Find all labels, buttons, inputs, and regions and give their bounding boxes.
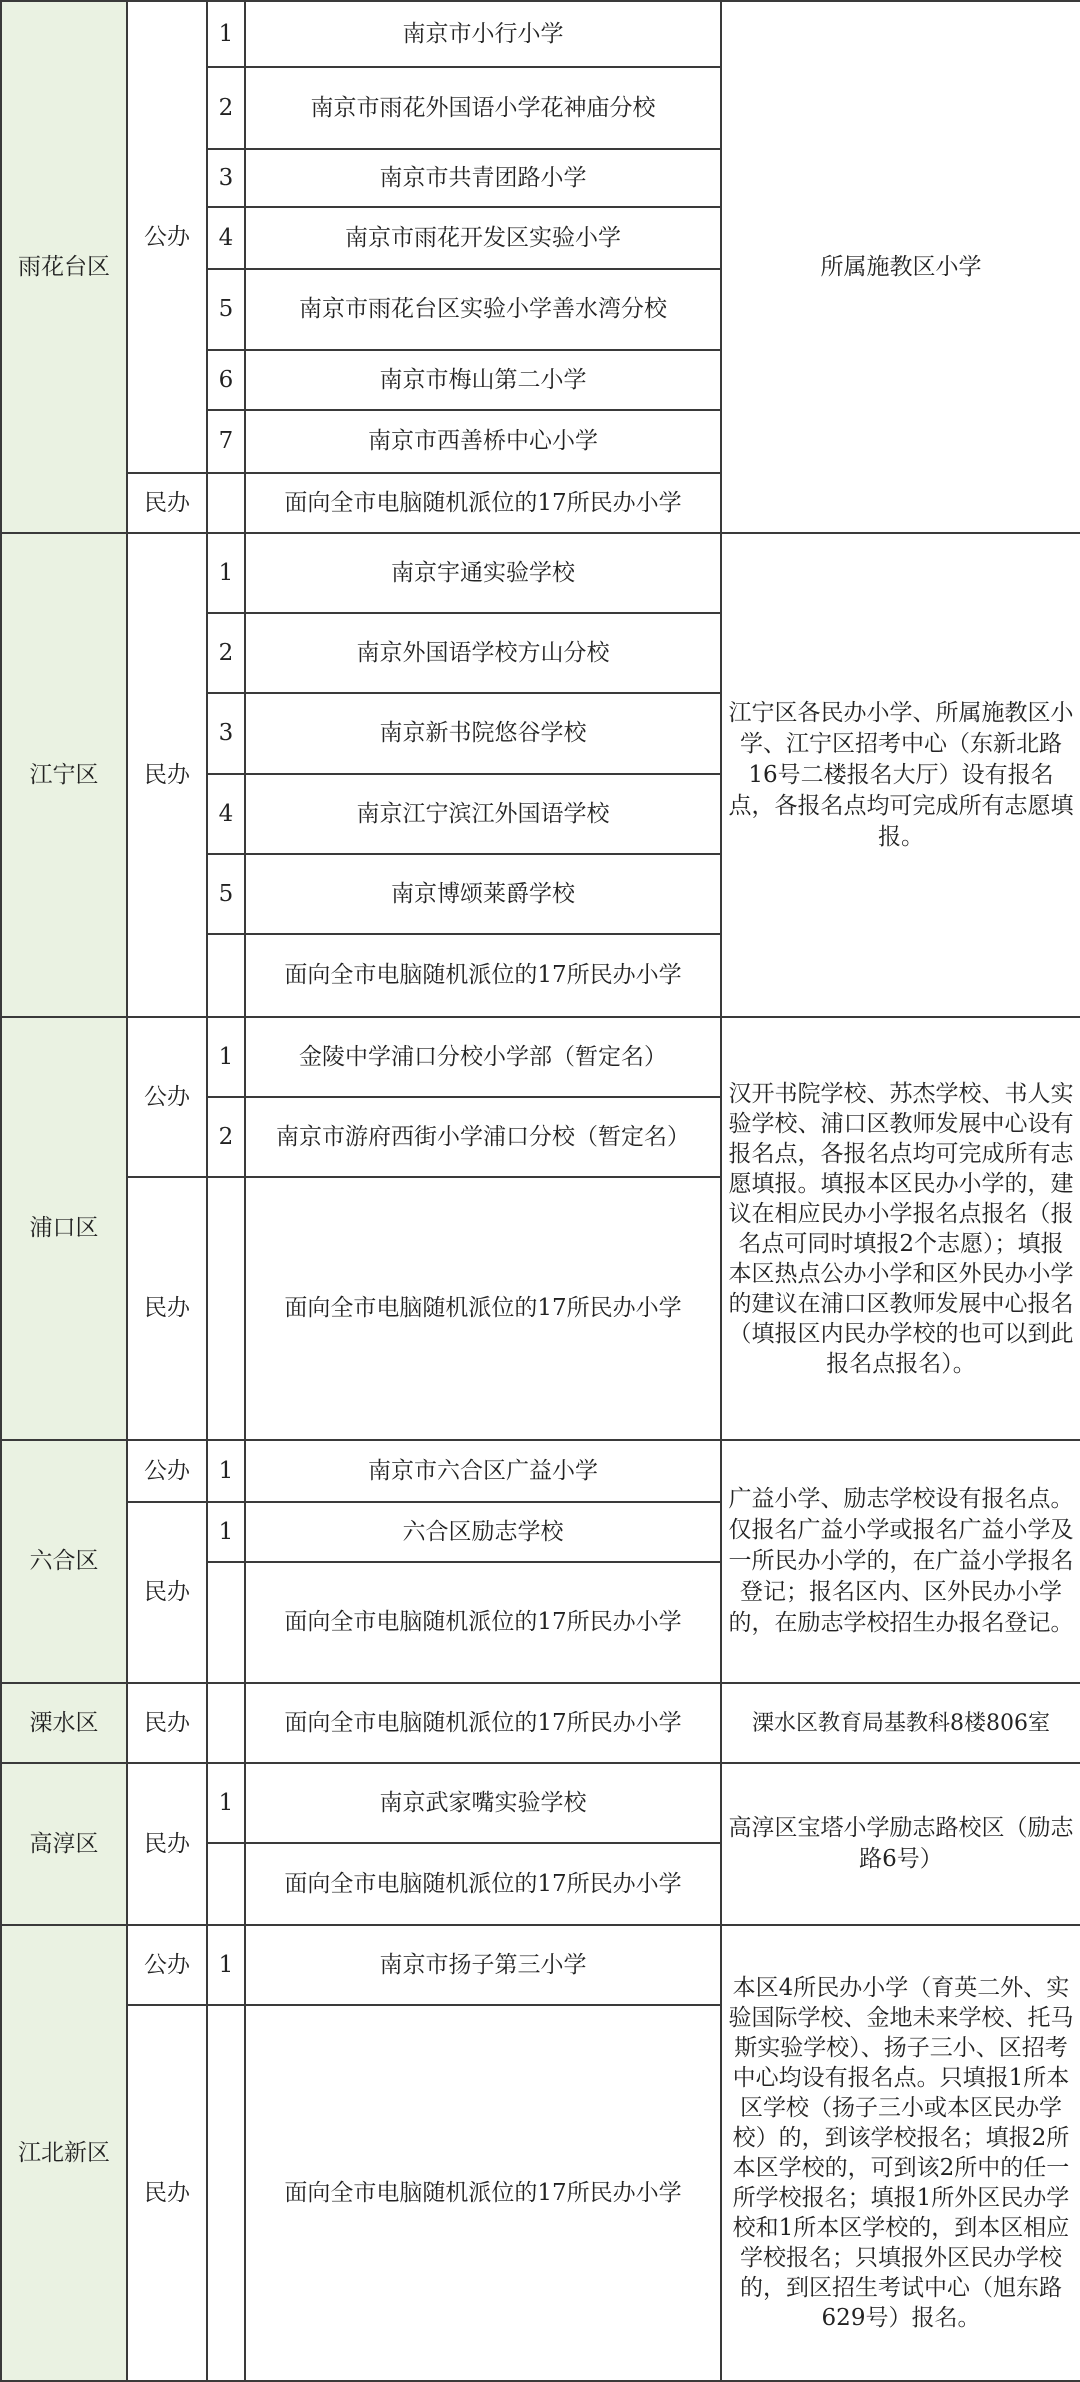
type-private: 民办 <box>127 1763 207 1925</box>
district-jiangbei: 江北新区 <box>1 1925 127 2381</box>
type-private: 民办 <box>127 473 207 533</box>
row-number: 2 <box>207 67 245 149</box>
school-name: 南京市扬子第三小学 <box>245 1925 721 2005</box>
school-name: 南京市游府西街小学浦口分校（暂定名） <box>245 1097 721 1177</box>
row-number: 4 <box>207 774 245 854</box>
type-public: 公办 <box>127 1440 207 1502</box>
type-public: 公办 <box>127 1925 207 2005</box>
row-number: 2 <box>207 613 245 693</box>
row-number: 1 <box>207 1017 245 1097</box>
type-private: 民办 <box>127 1177 207 1440</box>
row-number: 7 <box>207 410 245 473</box>
type-private: 民办 <box>127 533 207 1017</box>
lottery-schools: 面向全市电脑随机派位的17所民办小学 <box>245 473 721 533</box>
row-number: 5 <box>207 269 245 350</box>
row-number: 6 <box>207 350 245 410</box>
lottery-schools: 面向全市电脑随机派位的17所民办小学 <box>245 1562 721 1683</box>
lottery-schools: 面向全市电脑随机派位的17所民办小学 <box>245 1683 721 1763</box>
school-name: 南京宇通实验学校 <box>245 533 721 613</box>
type-private: 民办 <box>127 1683 207 1763</box>
table-row <box>1 1763 1080 1843</box>
school-name: 南京武家嘴实验学校 <box>245 1763 721 1843</box>
school-name: 金陵中学浦口分校小学部（暂定名） <box>245 1017 721 1097</box>
lottery-schools: 面向全市电脑随机派位的17所民办小学 <box>245 1843 721 1925</box>
school-name: 南京市梅山第二小学 <box>245 350 721 410</box>
row-number: 1 <box>207 1502 245 1562</box>
row-number <box>207 934 245 1017</box>
lottery-schools: 面向全市电脑随机派位的17所民办小学 <box>245 2005 721 2381</box>
registration-note: 溧水区教育局基教科8楼806室 <box>721 1683 1080 1763</box>
row-number: 2 <box>207 1097 245 1177</box>
lottery-schools: 面向全市电脑随机派位的17所民办小学 <box>245 934 721 1017</box>
type-private: 民办 <box>127 1502 207 1683</box>
row-number <box>207 473 245 533</box>
registration-note: 高淳区宝塔小学励志路校区（励志路6号） <box>721 1763 1080 1925</box>
district-lishui: 溧水区 <box>1 1683 127 1763</box>
row-number <box>207 1177 245 1440</box>
row-number: 1 <box>207 1 245 67</box>
school-name: 六合区励志学校 <box>245 1502 721 1562</box>
row-number: 3 <box>207 149 245 207</box>
row-number: 5 <box>207 854 245 934</box>
table-row <box>1 1017 1080 1097</box>
registration-note: 本区4所民办小学（育英二外、实验国际学校、金地未来学校、托马斯实验学校）、扬子三小、区招考中心均设有报名点。只填报1所本区学校（扬子三小或本区民办学校）的，到该学校报名；填报2所本区学校的，可到该2所中的任一所学校报名；填报1所外区民办学校和1所本区学校的，到本区相应学校报名；只填报外区民办学校的，到区招生考试中心（旭东路629号）报名。 <box>721 1925 1080 2381</box>
row-number <box>207 1843 245 1925</box>
school-name: 南京新书院悠谷学校 <box>245 693 721 774</box>
lottery-schools: 面向全市电脑随机派位的17所民办小学 <box>245 1177 721 1440</box>
row-number: 1 <box>207 533 245 613</box>
row-number <box>207 2005 245 2381</box>
district-luhe: 六合区 <box>1 1440 127 1683</box>
registration-note: 广益小学、励志学校设有报名点。仅报名广益小学或报名广益小学及一所民办小学的，在广益小学报名登记；报名区内、区外民办小学的，在励志学校招生办报名登记。 <box>721 1440 1080 1683</box>
district-gaochun: 高淳区 <box>1 1763 127 1925</box>
district-pukou: 浦口区 <box>1 1017 127 1440</box>
school-name: 南京江宁滨江外国语学校 <box>245 774 721 854</box>
row-number <box>207 1562 245 1683</box>
table-row <box>1 1925 1080 2005</box>
type-public: 公办 <box>127 1 207 473</box>
registration-note: 汉开书院学校、苏杰学校、书人实验学校、浦口区教师发展中心设有报名点，各报名点均可完成所有志愿填报。填报本区民办小学的，建议在相应民办小学报名点报名（报名点可同时填报2个志愿）；填报本区热点公办小学和区外民办小学的建议在浦口区教师发展中心报名（填报区内民办学校的也可以到此报名点报名）。 <box>721 1017 1080 1440</box>
table-row <box>1 1440 1080 1502</box>
type-public: 公办 <box>127 1017 207 1177</box>
table-row <box>1 1683 1080 1763</box>
district-jiangning: 江宁区 <box>1 533 127 1017</box>
school-name: 南京市六合区广益小学 <box>245 1440 721 1502</box>
registration-note: 所属施教区小学 <box>721 1 1080 533</box>
school-name: 南京市雨花台区实验小学善水湾分校 <box>245 269 721 350</box>
type-private: 民办 <box>127 2005 207 2381</box>
registration-note: 江宁区各民办小学、所属施教区小学、江宁区招考中心（东新北路16号二楼报名大厅）设有报名点，各报名点均可完成所有志愿填报。 <box>721 533 1080 1017</box>
district-yuhuatai: 雨花台区 <box>1 1 127 533</box>
school-name: 南京市小行小学 <box>245 1 721 67</box>
row-number: 1 <box>207 1925 245 2005</box>
school-name: 南京外国语学校方山分校 <box>245 613 721 693</box>
school-name: 南京市共青团路小学 <box>245 149 721 207</box>
table-row <box>1 1 1080 67</box>
row-number: 1 <box>207 1763 245 1843</box>
school-name: 南京市雨花外国语小学花神庙分校 <box>245 67 721 149</box>
row-number: 4 <box>207 207 245 269</box>
row-number <box>207 1683 245 1763</box>
school-name: 南京市西善桥中心小学 <box>245 410 721 473</box>
row-number: 3 <box>207 693 245 774</box>
row-number: 1 <box>207 1440 245 1502</box>
school-name: 南京市雨花开发区实验小学 <box>245 207 721 269</box>
table-row <box>1 533 1080 613</box>
school-name: 南京博颂莱爵学校 <box>245 854 721 934</box>
